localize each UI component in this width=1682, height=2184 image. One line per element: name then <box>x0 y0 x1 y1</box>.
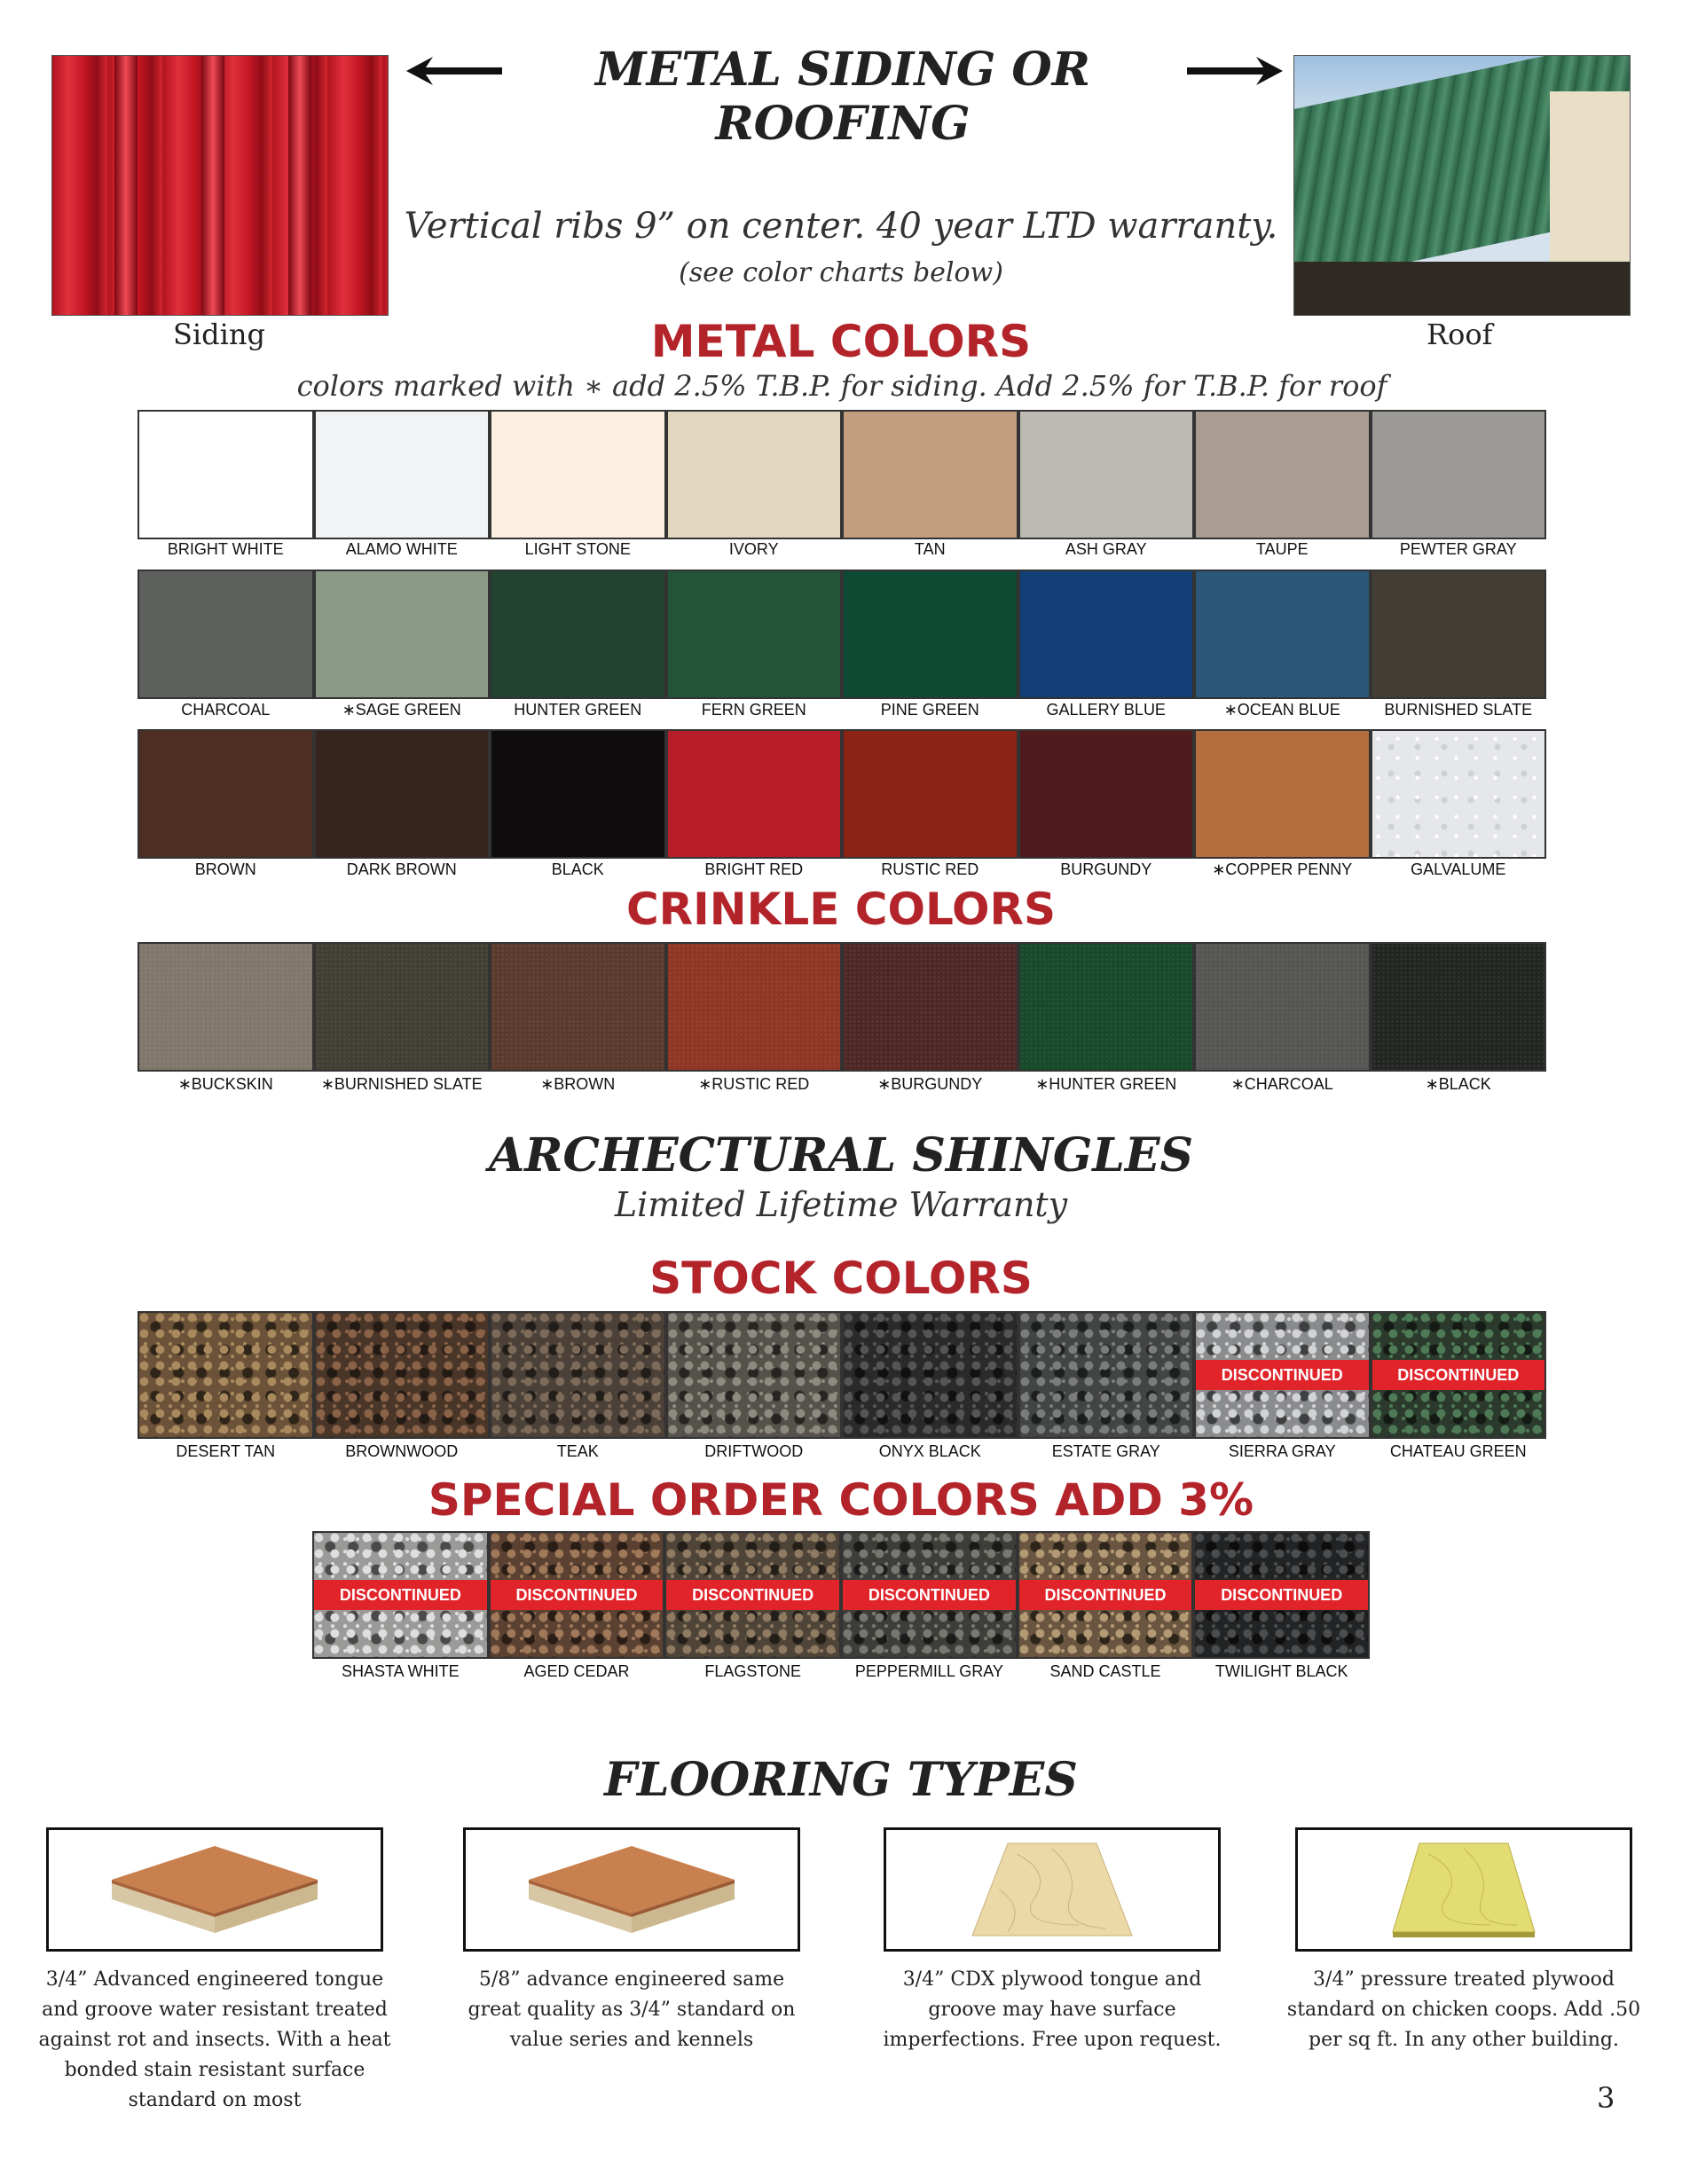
stock-shingle-label: CHATEAU GREEN <box>1389 1442 1527 1460</box>
roof-photo <box>1293 55 1631 316</box>
metal-row-3 <box>138 729 1546 859</box>
flooring-description-1: 3/4” Advanced engineered tongue and groove water resistant treated against rot and insects. With a heat bonded stain resistant surface standard on most <box>38 1968 391 2111</box>
stock-shingle-labels <box>138 1442 1546 1461</box>
special-shingle-swatch-aged-cedar <box>489 1531 665 1659</box>
stock-shingle-label: BROWNWOOD <box>345 1442 459 1460</box>
metal-swatch-gallery-blue <box>1018 570 1195 699</box>
flooring-image-1 <box>46 1827 383 1952</box>
metal-label: PINE GREEN <box>880 701 979 719</box>
stock-shingle-label: ESTATE GRAY <box>1051 1442 1160 1460</box>
crinkle-label: ∗BURNISHED SLATE <box>320 1075 483 1093</box>
special-shingle-swatch-shasta-white <box>312 1531 489 1659</box>
discontinued-badge: DISCONTINUED <box>1372 1360 1545 1390</box>
stock-shingle-swatch-chateau-green <box>1371 1311 1547 1439</box>
stock-shingle-swatch-estate-gray <box>1018 1311 1195 1439</box>
metal-row-3-labels <box>138 860 1546 879</box>
metal-label: TAN <box>914 540 946 558</box>
metal-label: BLACK <box>551 860 604 878</box>
metal-colors-note: colors marked with ∗ add 2.5% T.B.P. for siding. Add 2.5% for T.B.P. for roof <box>296 369 1387 403</box>
special-shingle-label: AGED CEDAR <box>523 1662 630 1680</box>
metal-swatch-charcoal <box>138 570 314 699</box>
shingles-warranty: Limited Lifetime Warranty <box>614 1185 1068 1224</box>
crinkle-label: ∗HUNTER GREEN <box>1035 1075 1177 1093</box>
floor-sample-image <box>1357 1836 1570 1943</box>
crinkle-swatch-rustic-red <box>666 942 843 1072</box>
metal-swatch-bright-white <box>138 410 314 539</box>
special-order-heading: SPECIAL ORDER COLORS ADD 3% <box>428 1474 1254 1526</box>
crinkle-label: ∗BROWN <box>540 1075 616 1093</box>
color-chart-note: (see color charts below) <box>679 257 1003 288</box>
metal-label: ∗COPPER PENNY <box>1212 860 1353 878</box>
metal-swatch-pine-green <box>842 570 1018 699</box>
metal-label: BURNISHED SLATE <box>1384 701 1533 719</box>
metal-swatch-burnished-slate <box>1371 570 1547 699</box>
discontinued-badge: DISCONTINUED <box>1196 1360 1369 1390</box>
stock-shingle-label: DRIFTWOOD <box>704 1442 804 1460</box>
flooring-image-3 <box>884 1827 1221 1952</box>
flooring-image-2 <box>463 1827 800 1952</box>
metal-label: LIGHT STONE <box>524 540 631 558</box>
crinkle-swatch-brown <box>490 942 666 1072</box>
stock-shingle-swatch-sierra-gray <box>1194 1311 1371 1439</box>
crinkle-label: ∗CHARCOAL <box>1230 1075 1333 1093</box>
metal-label: BURGUNDY <box>1060 860 1152 878</box>
floor-sample-image <box>525 1841 738 1938</box>
stock-shingle-swatch-teak <box>490 1311 666 1439</box>
metal-swatch-ash-gray <box>1018 410 1195 539</box>
metal-swatch-sage-green <box>314 570 491 699</box>
metal-swatch-light-stone <box>490 410 666 539</box>
stock-shingle-swatch-desert-tan <box>138 1311 314 1439</box>
crinkle-colors-heading: CRINKLE COLORS <box>625 884 1057 935</box>
metal-label: RUSTIC RED <box>881 860 979 878</box>
special-shingle-label: FLAGSTONE <box>704 1662 802 1680</box>
metal-colors-heading: METAL COLORS <box>650 316 1032 367</box>
metal-label: HUNTER GREEN <box>514 701 642 719</box>
stock-shingle-swatch-onyx-black <box>842 1311 1018 1439</box>
metal-label: DARK BROWN <box>346 860 457 878</box>
stock-shingle-label: DESERT TAN <box>176 1442 276 1460</box>
siding-caption: Siding <box>173 318 265 351</box>
metal-swatch-burgundy <box>1018 729 1195 859</box>
metal-swatch-dark-brown <box>314 729 491 859</box>
crinkle-label: ∗BUCKSKIN <box>177 1075 273 1093</box>
metal-swatch-hunter-green <box>490 570 666 699</box>
metal-row-1-labels <box>138 540 1546 559</box>
special-shingle-label: PEPPERMILL GRAY <box>854 1662 1003 1680</box>
metal-row-1 <box>138 410 1546 539</box>
shingles-title: ARCHECTURAL SHINGLES <box>488 1128 1194 1182</box>
special-shingle-swatch-sand-castle <box>1018 1531 1194 1659</box>
metal-label: FERN GREEN <box>701 701 806 719</box>
metal-label: IVORY <box>728 540 779 558</box>
metal-swatch-bright-red <box>666 729 843 859</box>
metal-swatch-tan <box>842 410 1018 539</box>
special-shingle-label: TWILIGHT BLACK <box>1214 1662 1348 1680</box>
metal-label: ASH GRAY <box>1065 540 1147 558</box>
stock-colors-heading: STOCK COLORS <box>649 1253 1033 1304</box>
crinkle-label: ∗BLACK <box>1425 1075 1491 1093</box>
metal-label: GALLERY BLUE <box>1046 701 1166 719</box>
crinkle-swatch-burnished-slate <box>314 942 491 1072</box>
metal-label: PEWTER GRAY <box>1399 540 1517 558</box>
crinkle-label: ∗RUSTIC RED <box>698 1075 810 1093</box>
roof-caption: Roof <box>1427 318 1493 351</box>
page-number: 3 <box>1597 2081 1615 2115</box>
stock-shingle-label: TEAK <box>556 1442 599 1460</box>
metal-label: ∗SAGE GREEN <box>342 701 461 719</box>
discontinued-badge: DISCONTINUED <box>314 1580 487 1610</box>
metal-swatch-alamo-white <box>314 410 491 539</box>
right-arrow-icon <box>1187 55 1283 87</box>
crinkle-swatch-buckskin <box>138 942 314 1072</box>
flooring-description-2: 5/8” advance engineered same great quality as 3/4” standard on value series and kennels <box>468 1968 796 2051</box>
metal-label: ALAMO WHITE <box>345 540 458 558</box>
crinkle-swatch-burgundy <box>842 942 1018 1072</box>
metal-label: CHARCOAL <box>181 701 271 719</box>
metal-row-2 <box>138 570 1546 699</box>
metal-swatch-taupe <box>1194 410 1371 539</box>
stock-shingle-swatch-driftwood <box>666 1311 843 1439</box>
metal-swatch-ivory <box>666 410 843 539</box>
warranty-line: Vertical ribs 9” on center. 40 year LTD warranty. <box>404 206 1278 247</box>
crinkle-swatch-charcoal <box>1194 942 1371 1072</box>
metal-label: GALVALUME <box>1411 860 1506 878</box>
floor-sample-image <box>108 1841 321 1938</box>
page-title: METAL SIDING OR ROOFING <box>595 43 1090 151</box>
left-arrow-icon <box>406 55 502 87</box>
metal-swatch-fern-green <box>666 570 843 699</box>
discontinued-badge: DISCONTINUED <box>843 1580 1016 1610</box>
siding-photo <box>51 55 389 316</box>
crinkle-row-labels <box>138 1075 1546 1094</box>
special-shingle-swatch-twilight-black <box>1193 1531 1370 1659</box>
metal-swatch-rustic-red <box>842 729 1018 859</box>
discontinued-badge: DISCONTINUED <box>1195 1580 1368 1610</box>
crinkle-label: ∗BURGUNDY <box>877 1075 983 1093</box>
metal-label: BRIGHT WHITE <box>167 540 284 558</box>
discontinued-badge: DISCONTINUED <box>1019 1580 1192 1610</box>
flooring-heading: FLOORING TYPES <box>604 1753 1078 1807</box>
stock-shingle-label: ONYX BLACK <box>878 1442 981 1460</box>
discontinued-badge: DISCONTINUED <box>666 1580 839 1610</box>
discontinued-badge: DISCONTINUED <box>491 1580 664 1610</box>
special-shingle-row <box>312 1531 1370 1659</box>
stock-shingle-swatch-brownwood <box>314 1311 491 1439</box>
metal-swatch-pewter-gray <box>1371 410 1547 539</box>
metal-swatch-black <box>490 729 666 859</box>
metal-swatch-galvalume <box>1371 729 1547 859</box>
special-shingle-label: SAND CASTLE <box>1049 1662 1161 1680</box>
special-shingle-labels <box>312 1662 1370 1681</box>
stock-shingle-row <box>138 1311 1546 1439</box>
special-shingle-label: SHASTA WHITE <box>341 1662 460 1680</box>
metal-swatch-ocean-blue <box>1194 570 1371 699</box>
special-shingle-swatch-flagstone <box>664 1531 841 1659</box>
special-shingle-swatch-peppermill-gray <box>841 1531 1018 1659</box>
crinkle-row <box>138 942 1546 1072</box>
metal-row-2-labels <box>138 701 1546 719</box>
metal-label: TAUPE <box>1255 540 1309 558</box>
metal-label: BRIGHT RED <box>704 860 804 878</box>
metal-label: ∗OCEAN BLUE <box>1223 701 1340 719</box>
floor-sample-image <box>946 1836 1159 1943</box>
metal-swatch-copper-penny <box>1194 729 1371 859</box>
flooring-description-3: 3/4” CDX plywood tongue and groove may have surface imperfections. Free upon request. <box>883 1968 1222 2051</box>
metal-label: BROWN <box>194 860 256 878</box>
crinkle-swatch-black <box>1371 942 1547 1072</box>
stock-shingle-label: SIERRA GRAY <box>1228 1442 1336 1460</box>
metal-swatch-brown <box>138 729 314 859</box>
flooring-description-4: 3/4” pressure treated plywood standard on chicken coops. Add .50 per sq ft. In any other building. <box>1286 1968 1641 2051</box>
crinkle-swatch-hunter-green <box>1018 942 1195 1072</box>
flooring-image-4 <box>1295 1827 1632 1952</box>
